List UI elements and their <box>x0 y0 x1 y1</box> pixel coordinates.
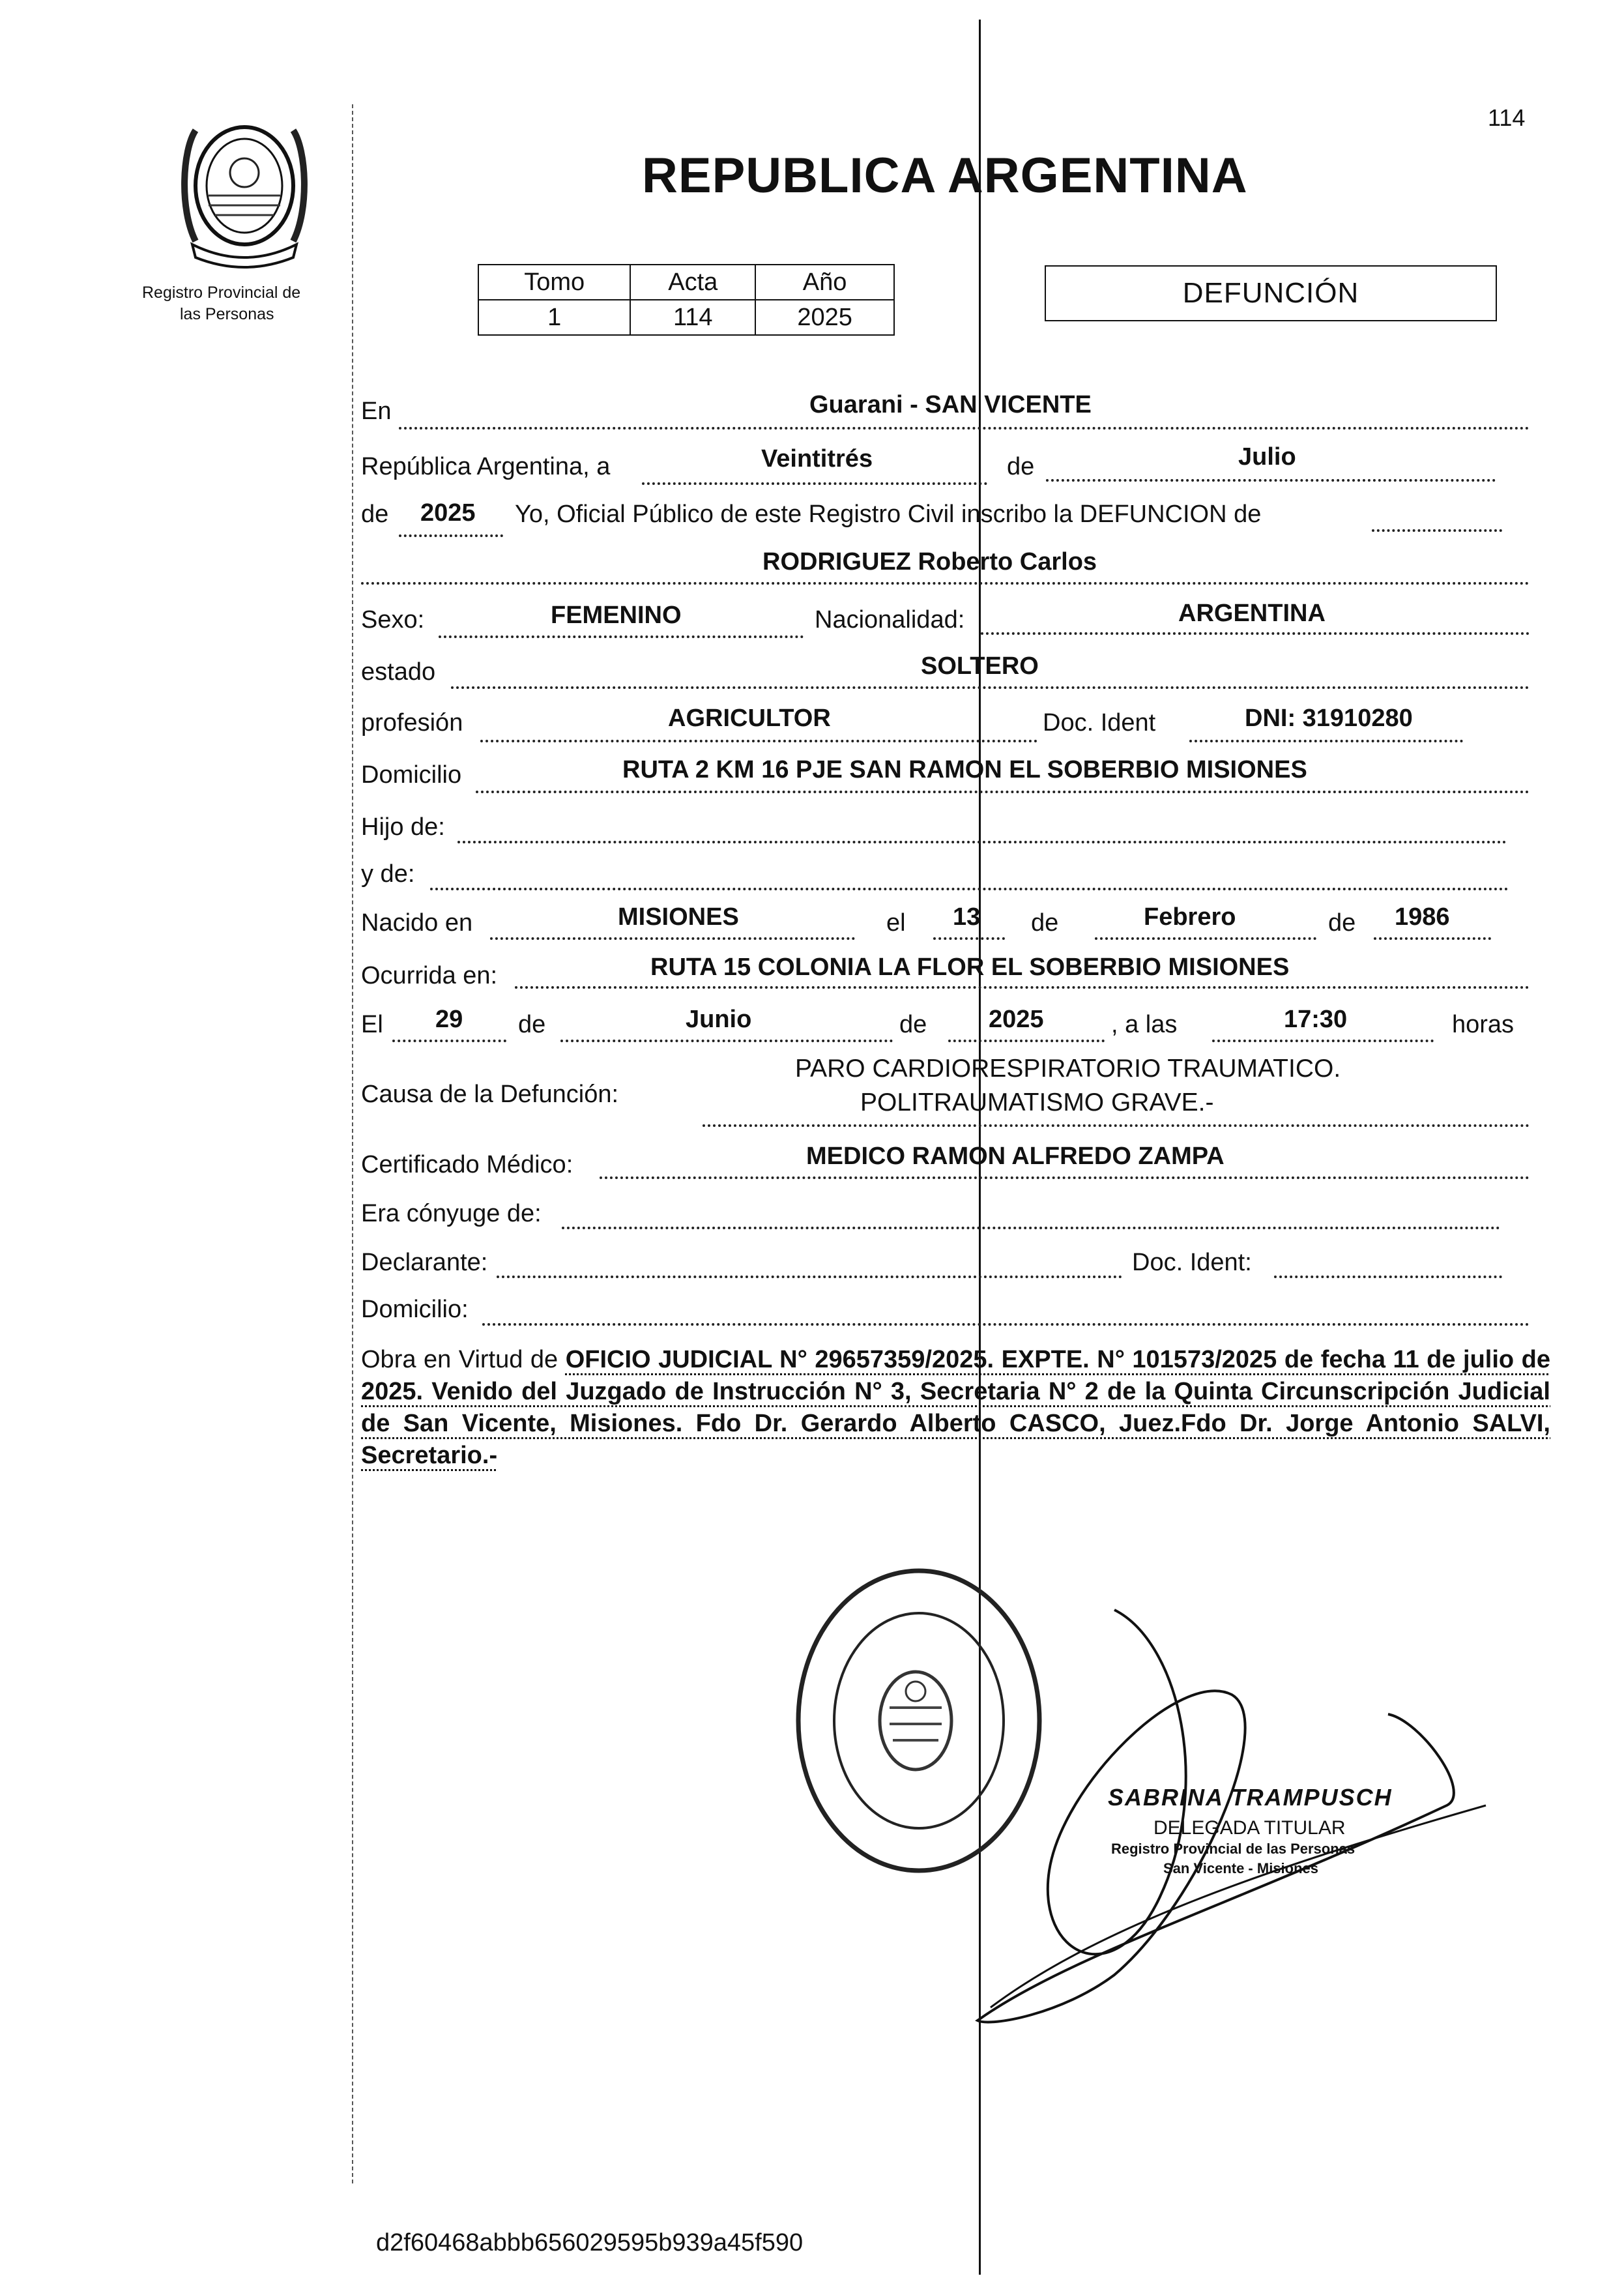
label-a-las: , a las <box>1111 1011 1178 1038</box>
value-medical-cert: MEDICO RAMON ALFREDO ZAMPA <box>806 1143 1225 1170</box>
label-de-death-year: de <box>899 1011 927 1038</box>
dotline <box>430 888 1509 890</box>
value-address: RUTA 2 KM 16 PJE SAN RAMON EL SOBERBIO MISIONES <box>622 756 1307 783</box>
signature-registry: Registro Provincial de las Personas <box>1111 1841 1356 1857</box>
dotline <box>392 1040 506 1042</box>
table-value-tomo: 1 <box>478 300 630 335</box>
dotline <box>490 937 855 940</box>
dotline <box>948 1040 1105 1042</box>
registry-name-line2: las Personas <box>180 305 274 323</box>
label-horas: horas <box>1452 1011 1515 1038</box>
dotline <box>981 632 1530 635</box>
value-obra-text: OFICIO JUDICIAL N° 29657359/2025. EXPTE. N° 101573/2025 de fecha 11 de julio de 2025. Venido del Juzgado de Instrucción N° 3, Secretaria N° 2 de la Quinta Circunscripción Judicial de San Vicente, Misiones. Fdo Dr. Gerardo Alberto CASCO, Juez.Fdo Dr. Jorge Antonio SALVI, Secretario.- <box>361 1346 1550 1469</box>
value-civil-status: SOLTERO <box>921 652 1039 680</box>
label-el-cap: El <box>361 1011 383 1038</box>
label-oficial: Yo, Oficial Público de este Registro Civil inscribo la DEFUNCION de <box>515 501 1262 528</box>
record-type-box: DEFUNCIÓN <box>1045 265 1497 321</box>
dotline <box>451 686 1530 689</box>
value-cause-line1: PARO CARDIORESPIRATORIO TRAUMATICO. <box>795 1055 1341 1083</box>
dotline <box>642 482 987 485</box>
table-header-tomo: Tomo <box>478 265 630 300</box>
province-logo <box>169 111 319 274</box>
label-domicilio-decl: Domicilio: <box>361 1296 469 1323</box>
value-death-year: 2025 <box>989 1006 1044 1033</box>
dotline <box>600 1176 1530 1179</box>
label-el: el <box>886 909 906 937</box>
value-day-words: Veintitrés <box>761 445 873 473</box>
label-doc-ident-decl: Doc. Ident: <box>1132 1249 1252 1276</box>
value-nationality: ARGENTINA <box>1178 600 1326 627</box>
label-ocurrida-en: Ocurrida en: <box>361 962 498 989</box>
value-year: 2025 <box>420 499 476 527</box>
page-number: 114 <box>1488 104 1526 131</box>
table-header-acta: Acta <box>630 265 755 300</box>
table-value-acta: 114 <box>630 300 755 335</box>
label-republica: República Argentina, a <box>361 453 611 480</box>
value-birth-month: Febrero <box>1144 903 1236 931</box>
dotline <box>1212 1040 1434 1042</box>
signature-name: SABRINA TRAMPUSCH <box>1108 1784 1393 1811</box>
value-death-time: 17:30 <box>1284 1006 1348 1033</box>
dotline <box>1189 740 1463 742</box>
label-de-year2: de <box>1328 909 1356 937</box>
value-deceased-name: RODRIGUEZ Roberto Carlos <box>762 548 1097 576</box>
dotline <box>1274 1276 1502 1278</box>
value-month: Julio <box>1238 443 1296 471</box>
dotline <box>1374 937 1491 940</box>
label-certificado: Certificado Médico: <box>361 1151 573 1178</box>
dotline <box>480 740 1037 742</box>
label-en: En <box>361 398 392 425</box>
label-de-year: de <box>361 501 389 528</box>
label-nacido-en: Nacido en <box>361 909 473 937</box>
label-declarante: Declarante: <box>361 1249 488 1276</box>
value-dni: DNI: 31910280 <box>1245 705 1413 732</box>
label-obra: Obra en Virtud de <box>361 1346 558 1373</box>
dotline <box>457 841 1507 843</box>
value-profession: AGRICULTOR <box>668 705 831 732</box>
dotline <box>439 635 804 638</box>
label-hijo-de: Hijo de: <box>361 813 445 841</box>
dotline <box>497 1276 1122 1278</box>
value-sex: FEMENINO <box>551 602 682 629</box>
signature-title: DELEGADA TITULAR <box>1153 1817 1346 1839</box>
label-causa: Causa de la Defunción: <box>361 1081 619 1108</box>
table-value-ano: 2025 <box>755 300 894 335</box>
dotline <box>1372 529 1502 532</box>
label-de: de <box>1007 453 1035 480</box>
dotline <box>476 791 1530 793</box>
dotline <box>1095 937 1316 940</box>
legal-basis-paragraph <box>361 1344 1550 1472</box>
handwritten-signature <box>964 1590 1499 2034</box>
record-table <box>478 264 895 336</box>
value-death-day: 29 <box>435 1006 463 1033</box>
label-estado: estado <box>361 658 436 686</box>
dotline <box>562 1227 1500 1229</box>
dotline <box>399 534 503 537</box>
document-hash: d2f60468abbb656029595b939a45f590 <box>376 2229 804 2256</box>
label-domicilio: Domicilio <box>361 761 462 789</box>
dotline <box>560 1040 893 1042</box>
dotline <box>515 986 1530 989</box>
value-place: Guarani - SAN VICENTE <box>809 391 1092 418</box>
dotline <box>1046 479 1496 482</box>
dotline <box>361 582 1530 585</box>
value-born-in: MISIONES <box>618 903 739 931</box>
label-sexo: Sexo: <box>361 606 425 634</box>
dotline <box>399 427 1530 430</box>
dotline <box>703 1124 1530 1127</box>
registry-name-line1: Registro Provincial de <box>142 284 301 302</box>
dotline <box>933 937 1005 940</box>
value-birth-year: 1986 <box>1395 903 1450 931</box>
label-y-de: y de: <box>361 860 415 888</box>
value-birth-day: 13 <box>953 903 981 931</box>
signature-city: San Vicente - Misiones <box>1163 1860 1319 1876</box>
label-nacionalidad: Nacionalidad: <box>815 606 965 634</box>
dotline <box>482 1323 1530 1326</box>
value-cause-line2: POLITRAUMATISMO GRAVE.- <box>860 1088 1214 1116</box>
left-margin-line <box>352 104 353 2183</box>
value-occurred-in: RUTA 15 COLONIA LA FLOR EL SOBERBIO MISIONES <box>650 954 1290 981</box>
label-de-death: de <box>518 1011 546 1038</box>
label-conyuge: Era cónyuge de: <box>361 1200 542 1227</box>
value-death-month: Junio <box>686 1006 752 1033</box>
label-doc-ident: Doc. Ident <box>1043 709 1156 737</box>
label-de-month: de <box>1031 909 1059 937</box>
document-title: REPUBLICA ARGENTINA <box>642 148 1248 203</box>
label-profesion: profesión <box>361 709 463 737</box>
table-header-ano: Año <box>755 265 894 300</box>
